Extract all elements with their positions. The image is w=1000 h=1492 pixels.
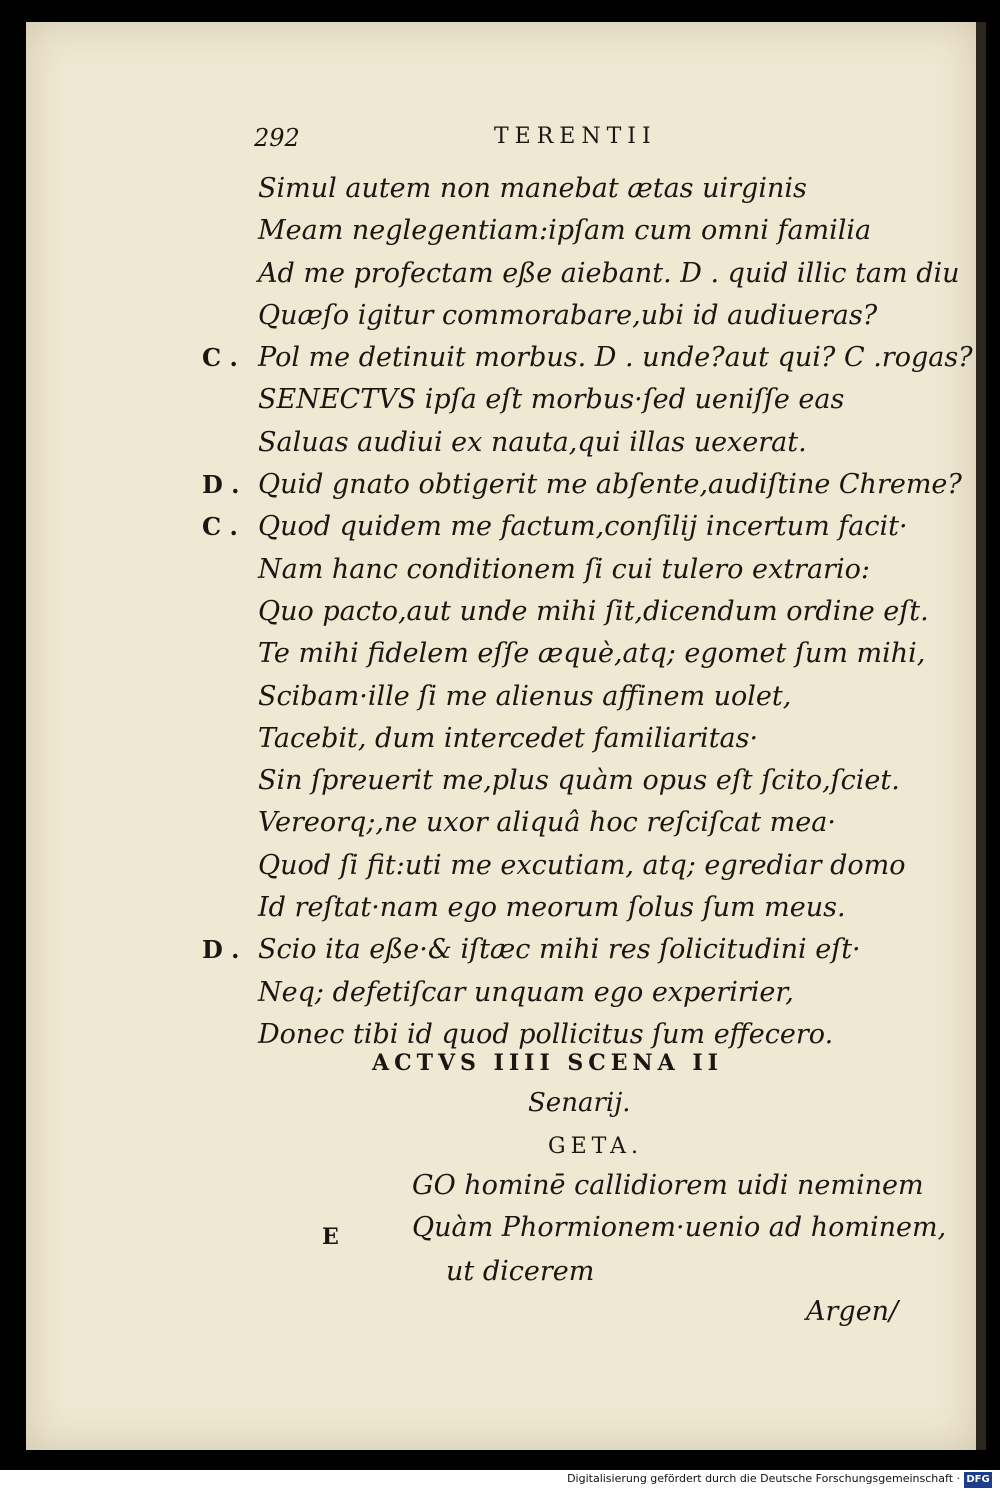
verse-line (258, 760, 958, 802)
page-number: 292 (254, 124, 300, 152)
verse-text: Quod ſi fit:uti me excutiam, atq; egrediar domo (258, 849, 906, 881)
verse-text: Saluas audiui ex nauta,qui illas uexerat. (258, 426, 807, 458)
verse-text: Meam neglegentiam:ipſam cum omni familia (258, 215, 872, 247)
speaker-mark: D . (202, 470, 240, 500)
running-head: TERENTII (494, 124, 657, 149)
verse-text: Scibam·ille ſi me alienus affinem uolet, (258, 680, 792, 712)
verse-text: Neq; defetiſcar unquam ego experirier, (258, 976, 794, 1008)
verse-text: Tacebit, dum intercedet familiaritas· (258, 722, 759, 754)
verse-text: Sin ſpreuerit me,plus quàm opus eſt ſcito,ſciet. (258, 765, 900, 797)
initial-letter: E (322, 1224, 339, 1250)
verse-line (258, 802, 958, 844)
verse-line (202, 337, 973, 379)
verse-text: Quo pacto,aut unde mihi ſit,dicendum ordine eſt. (258, 595, 929, 627)
verse-line (258, 295, 958, 337)
verse-text: Quod quidem me factum,conſilij incertum facit· (258, 511, 908, 543)
verse-line (258, 972, 958, 1014)
scene-line-3: ut dicerem (446, 1256, 595, 1287)
speaker-mark: C . (202, 343, 238, 373)
verse-text: Quid gnato obtigerit me abſente,audiſtine Chreme? (258, 469, 962, 501)
verse-line (258, 591, 958, 633)
page-edge-shadow (976, 22, 986, 1450)
verse-line (258, 422, 958, 464)
verse-line (258, 168, 958, 210)
catchword: Argen/ (806, 1296, 899, 1327)
verse-text: Donec tibi id quod pollicitus ſum effecero. (258, 1018, 834, 1050)
verse-line (258, 887, 958, 929)
verse-line (258, 549, 958, 591)
verse-text: Te mihi fidelem eſſe æquè,atq; egomet ſum mihi, (258, 638, 926, 670)
verse-line (202, 506, 958, 548)
dfg-logo: DFG (964, 1472, 992, 1488)
verse-line (258, 210, 958, 252)
verse-text: Vereorq;,ne uxor aliquâ hoc reſciſcat mea· (258, 807, 836, 839)
scene-heading: ACTVS IIII SCENA II (372, 1050, 723, 1076)
verse-text: Simul autem non manebat ætas uirginis (258, 173, 807, 204)
funding-credit: Digitalisierung gefördert durch die Deutsche Forschungsgemeinschaft · (567, 1472, 960, 1485)
verse-line (258, 633, 958, 675)
verse-line (258, 379, 958, 421)
verse-text: SENECTVS ipſa eſt morbus·ſed ueniſſe eas (258, 384, 845, 416)
verse-text: Nam hanc conditionem ſi cui tulero extrario: (258, 553, 870, 585)
speaker-mark: C . (202, 512, 238, 542)
verse-text: Ad me profectam eße aiebant. D . quid illic tam diu (258, 257, 960, 289)
verse-text: Scio ita eße·& iſtæc mihi res ſolicitudini eſt· (258, 934, 861, 966)
verse-line (258, 845, 958, 887)
verse-block (202, 168, 973, 1056)
scene-line-2: Quàm Phormionem·uenio ad hominem, (412, 1212, 947, 1243)
verse-line (258, 676, 958, 718)
verse-line (202, 464, 962, 506)
speaker-mark: D . (202, 935, 240, 965)
verse-line (202, 929, 958, 971)
verse-line (258, 253, 958, 295)
verse-text: Quæſo igitur commorabare,ubi id audiueras? (258, 299, 878, 331)
character-name: GETA. (548, 1134, 643, 1159)
verse-line (258, 718, 958, 760)
meter-label: Senarij. (528, 1088, 631, 1118)
verse-text: Pol me detinuit morbus. D . unde?aut qui? C .rogas? (258, 342, 973, 374)
verse-text: Id reſtat·nam ego meorum ſolus ſum meus. (258, 892, 846, 924)
scene-line-1: GO hominē callidiorem uidi neminem (412, 1170, 924, 1201)
